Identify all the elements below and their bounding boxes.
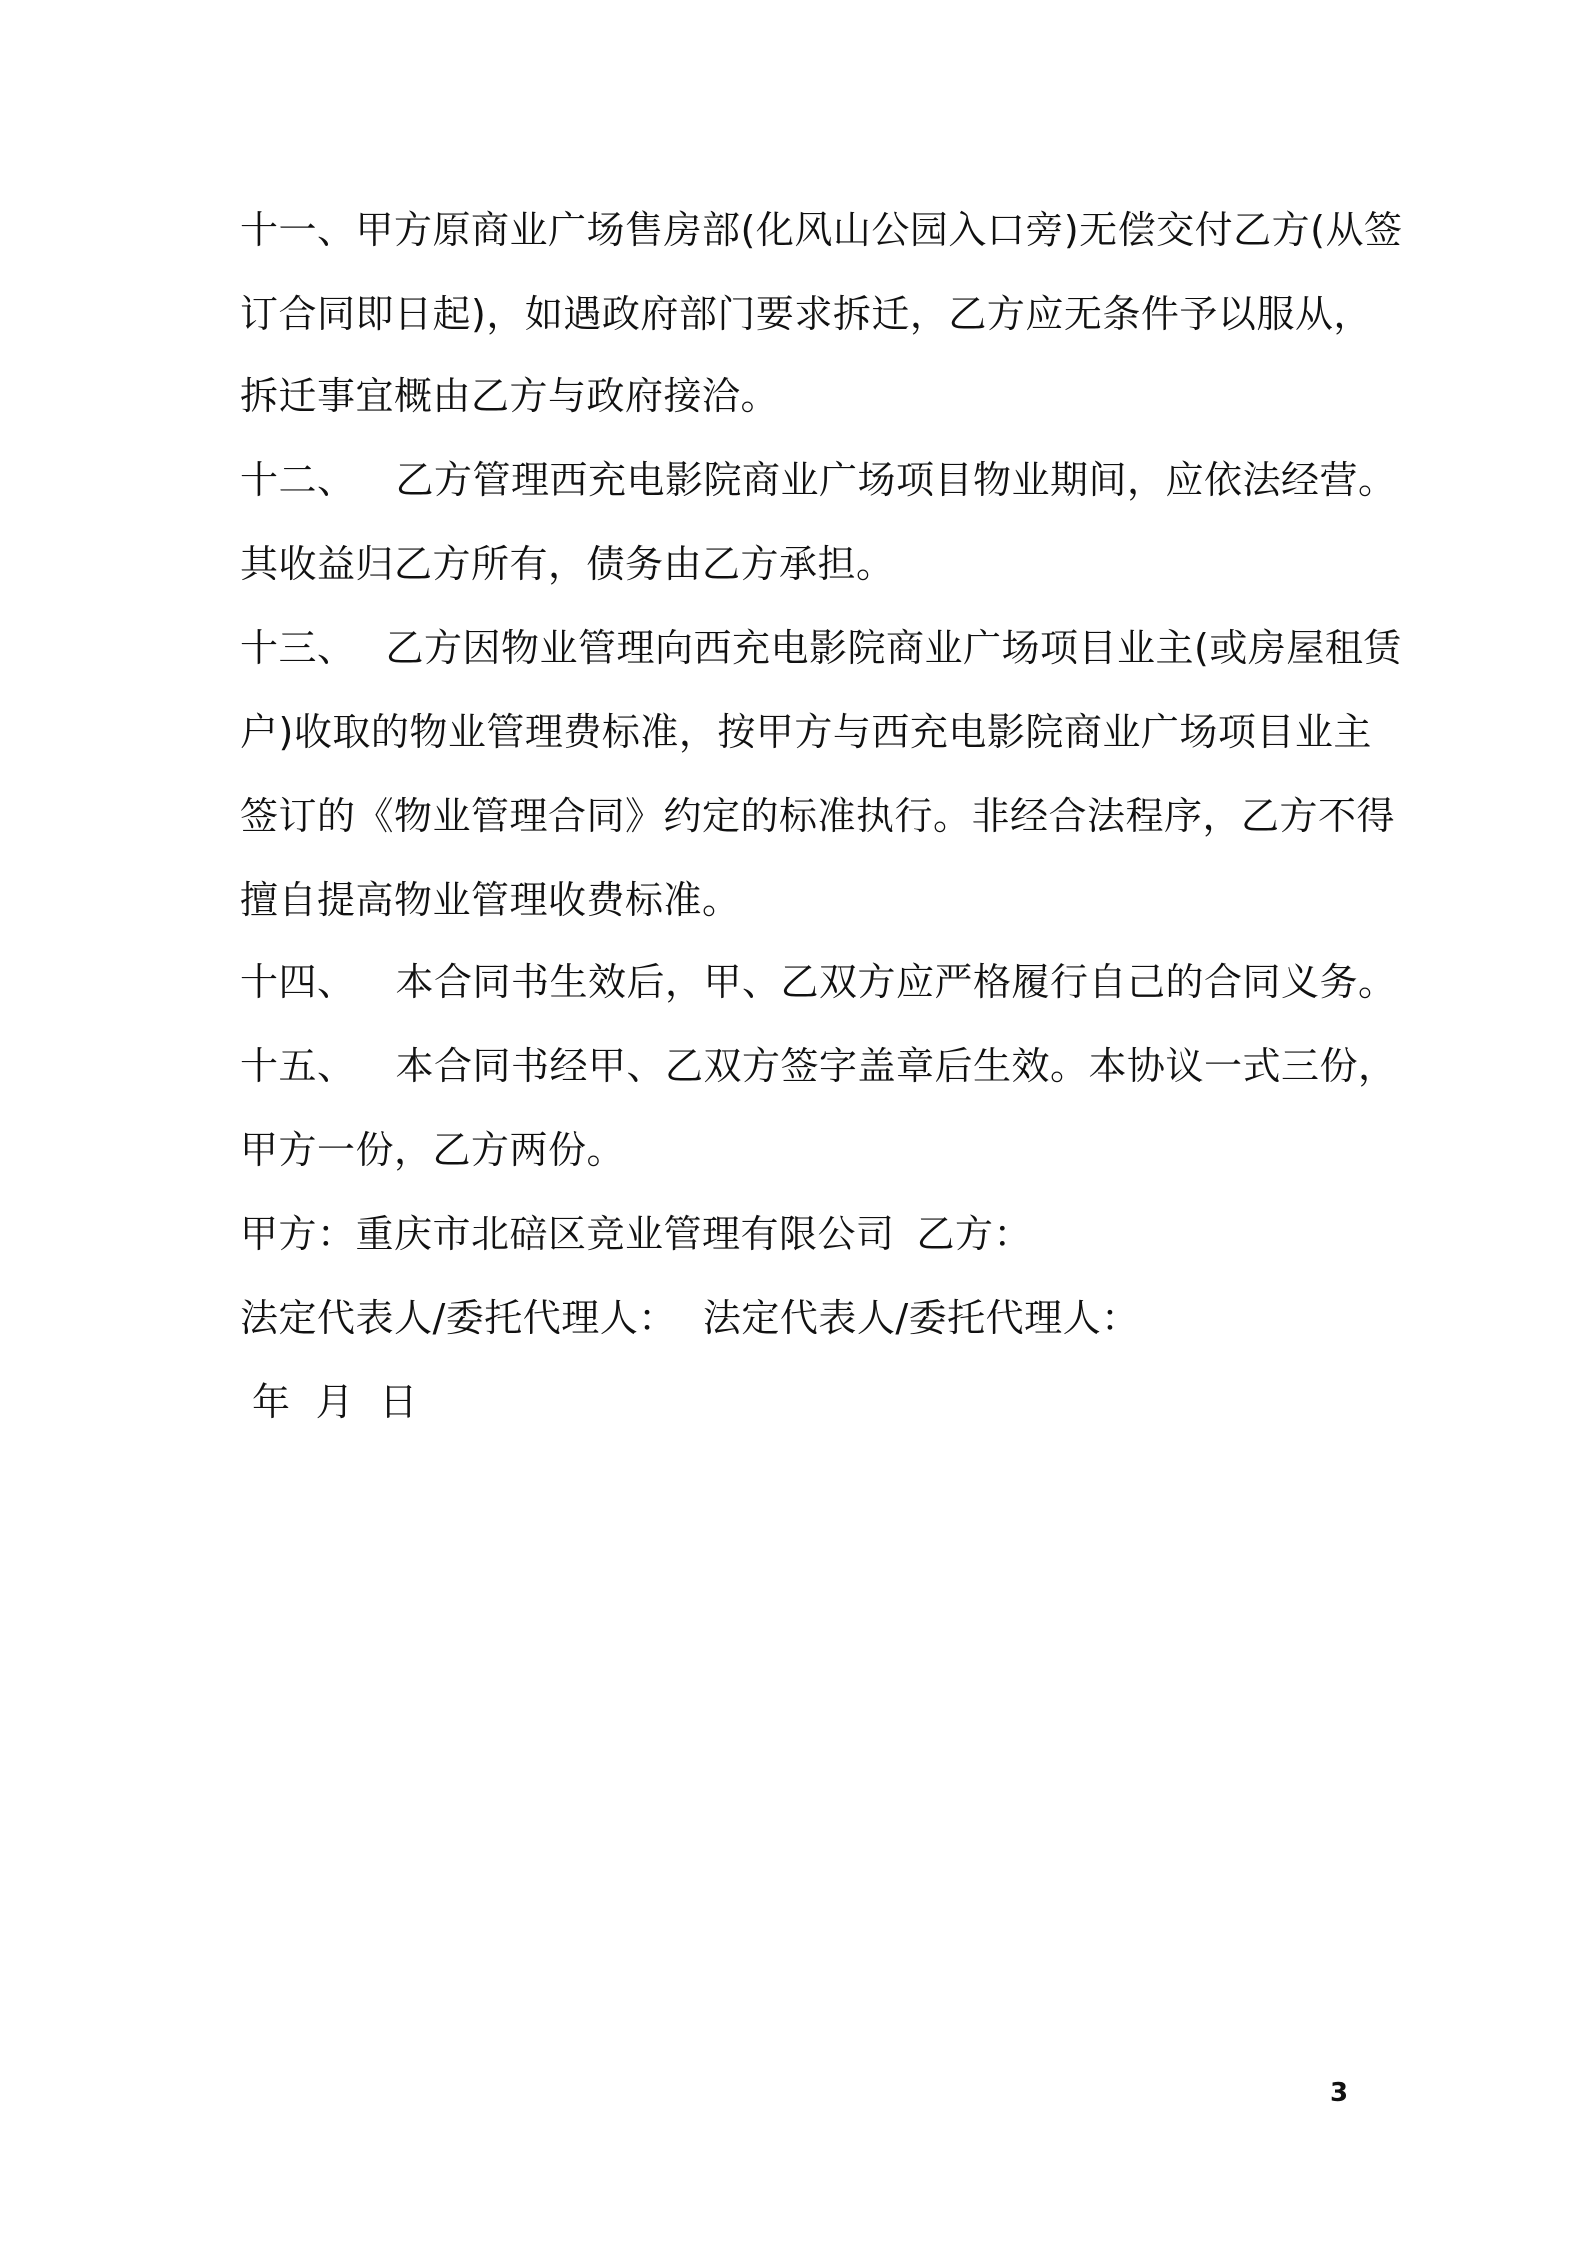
clause-12-line-1	[240, 456, 1397, 504]
clause-13-line-1	[240, 624, 1402, 672]
clause-13-line-4: 擅自提高物业管理收费标准。	[240, 878, 741, 922]
clause-13-line-2: 户)收取的物业管理费标准，按甲方与西充电影院商业广场项目业主	[240, 710, 1372, 754]
clause-11-text: 甲方原商业广场售房部(化风山公园入口旁)无偿交付乙方(从签	[355, 208, 1403, 252]
party-b-label: 乙方：	[916, 1212, 1033, 1256]
clause-14-text: 本合同书生效后，甲、乙双方应严格履行自己的合同义务。	[395, 960, 1397, 1004]
rep-a-label: 法定代表人/委托代理人：	[240, 1296, 677, 1340]
clause-14-number: 十四、	[240, 960, 356, 1004]
clause-11-number: 十一、	[240, 208, 356, 252]
clause-12-text: 乙方管理西充电影院商业广场项目物业期间，应依法经营。	[395, 458, 1397, 502]
clause-14-line-1	[240, 958, 1397, 1006]
clause-12-number: 十二、	[240, 458, 356, 502]
clause-12-line-2: 其收益归乙方所有，债务由乙方承担。	[240, 542, 895, 586]
clause-13-number: 十三、	[240, 626, 356, 670]
clause-11-line-1	[240, 206, 1403, 254]
clause-15-number: 十五、	[240, 1044, 356, 1088]
clause-11-line-3: 拆迁事宜概由乙方与政府接洽。	[240, 374, 780, 418]
clause-15-line-2: 甲方一份，乙方两份。	[240, 1128, 626, 1172]
signature-representatives-line	[240, 1294, 1140, 1342]
signature-date: 年 月 日	[252, 1380, 418, 1424]
signature-parties-line	[240, 1210, 1032, 1258]
page-number: 3	[1330, 2078, 1349, 2108]
clause-11-line-2: 订合同即日起)，如遇政府部门要求拆迁，乙方应无条件予以服从，	[240, 292, 1372, 336]
clause-13-line-3: 签订的《物业管理合同》约定的标准执行。非经合法程序，乙方不得	[240, 794, 1396, 838]
rep-b-label: 法定代表人/委托代理人：	[702, 1296, 1140, 1340]
clause-15-text: 本合同书经甲、乙双方签字盖章后生效。本协议一式三份，	[395, 1044, 1397, 1088]
clause-13-text: 乙方因物业管理向西充电影院商业广场项目业主(或房屋租赁	[385, 626, 1402, 670]
party-a-label: 甲方：重庆市北碚区竞业管理有限公司	[240, 1212, 895, 1256]
clause-15-line-1	[240, 1042, 1397, 1090]
